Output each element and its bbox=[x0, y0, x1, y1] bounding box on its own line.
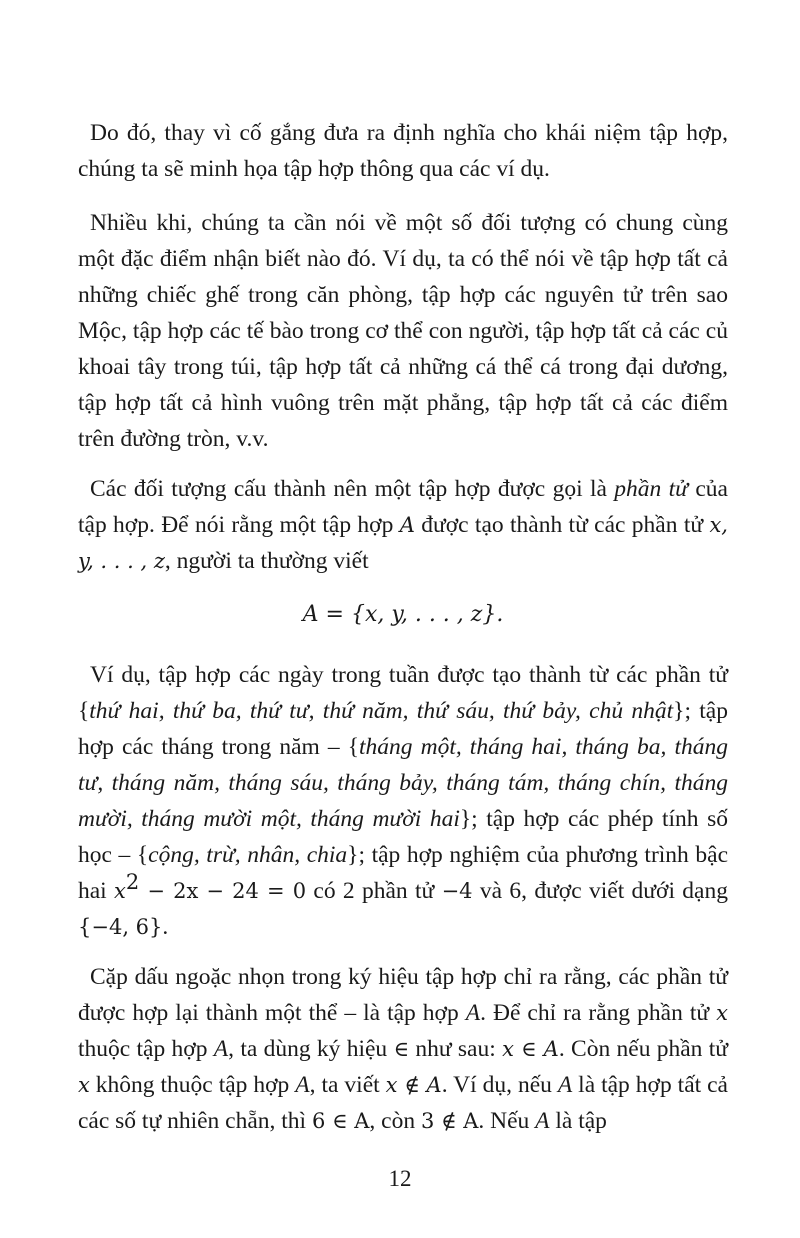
text-run: , ta viết bbox=[309, 1072, 386, 1098]
math-var: x bbox=[114, 879, 126, 903]
math-expr: x ∉ A bbox=[385, 1073, 442, 1097]
text-run: , còn bbox=[369, 1108, 421, 1134]
display-equation: A = {x, y, . . . , z}. bbox=[302, 602, 504, 627]
body-text bbox=[78, 115, 728, 1153]
italic-list: tháng một, tháng hai, tháng ba, tháng tư, tháng năm, tháng sáu, tháng bảy, tháng tám, tháng chín, tháng mười, tháng mười một, tháng mười hai bbox=[78, 734, 728, 832]
math-var: x bbox=[716, 1001, 728, 1025]
text-run: }; tập hợp các tháng trong năm – { bbox=[78, 698, 728, 760]
text-run: , ta dùng ký hiệu bbox=[228, 1036, 394, 1062]
text-run: không thuộc tập hợp bbox=[89, 1072, 296, 1098]
text-run: . Còn nếu phần tử bbox=[558, 1036, 729, 1062]
text-run: Các đối tượng cấu thành nên một tập hợp được gọi là bbox=[90, 476, 615, 502]
text-run: Ví dụ, tập hợp các ngày trong tuần được tạo thành từ các phần tử { bbox=[78, 662, 728, 724]
text-run: . bbox=[162, 914, 169, 940]
paragraph-3 bbox=[78, 471, 728, 579]
math-exponent: 2 bbox=[125, 870, 140, 895]
text-run: như sau: bbox=[409, 1036, 503, 1062]
math-var: A bbox=[557, 1072, 573, 1098]
text-run: . Để chỉ ra rằng phần tử bbox=[480, 1000, 717, 1026]
emphasis-term: phần tử bbox=[614, 476, 688, 502]
math-expr: x, y, . . . , z bbox=[78, 513, 728, 573]
text-run: và 6, được viết dưới dạng bbox=[472, 878, 728, 904]
text-run: là tập hợp tất cả các số tự nhiên chẵn, thì bbox=[78, 1072, 728, 1134]
math-expr: −4 bbox=[441, 879, 473, 903]
text-run: }; tập hợp các phép tính số học – { bbox=[78, 806, 728, 868]
math-expr: − 2x − 24 = 0 bbox=[139, 879, 307, 903]
math-expr: 3 ∉ A bbox=[420, 1109, 479, 1133]
page-number: 12 bbox=[388, 1166, 412, 1191]
paragraph-1: Do đó, thay vì cố gắng đưa ra định nghĩa cho khái niệm tập hợp, chúng ta sẽ minh họa tập hợp thông qua các ví dụ. bbox=[78, 120, 728, 182]
paragraph-5 bbox=[78, 959, 728, 1139]
text-run: là tập bbox=[549, 1108, 607, 1134]
math-var: x bbox=[78, 1073, 90, 1097]
math-var: A bbox=[295, 1072, 310, 1098]
italic-list: thứ hai, thứ ba, thứ tư, thứ năm, thứ sáu, thứ bảy, chủ nhật bbox=[89, 698, 674, 724]
element-of-symbol: ∈ bbox=[393, 1037, 410, 1061]
math-var: A bbox=[399, 513, 415, 537]
math-expr: {−4, 6} bbox=[78, 915, 163, 939]
math-expr: x ∈ A bbox=[502, 1037, 559, 1061]
text-run: }; tập hợp nghiệm của phương trình bậc hai bbox=[78, 842, 728, 904]
math-var: A bbox=[535, 1108, 550, 1134]
text-run: của tập hợp. Để nói rằng một tập hợp bbox=[78, 476, 728, 538]
text-run: thuộc tập hợp bbox=[78, 1036, 214, 1062]
math-var: A bbox=[213, 1036, 229, 1062]
math-expr: 6 ∈ A bbox=[311, 1109, 370, 1133]
math-var: A bbox=[465, 1000, 481, 1026]
text-run: có 2 phần tử bbox=[306, 878, 442, 904]
text-run: . Nếu bbox=[478, 1108, 536, 1134]
italic-list: cộng, trừ, nhân, chia bbox=[148, 842, 348, 868]
text-run: được tạo thành từ các phần tử bbox=[414, 512, 710, 538]
text-run: Cặp dấu ngoặc nhọn trong ký hiệu tập hợp chỉ ra rằng, các phần tử được hợp lại thành một thể – là tập hợp bbox=[78, 964, 728, 1026]
text-run: . Ví dụ, nếu bbox=[441, 1072, 558, 1098]
paragraph-4 bbox=[78, 657, 728, 945]
paragraph-2: Nhiều khi, chúng ta cần nói về một số đối tượng có chung cùng một đặc điểm nhận biết nào đó. Ví dụ, ta có thể nói về tập hợp tất cả những chiếc ghế trong căn phòng, tập hợp các nguyên tử trên sao Mộc, tập hợp các tế bào trong cơ thể con người, tập hợp tất cả các củ khoai tây trong túi, tập hợp tất cả những cá thể cá trong đại dương, tập hợp tất cả hình vuông trên mặt phẳng, tập hợp tất cả các điểm trên đường tròn, v.v. bbox=[78, 210, 728, 452]
text-run: , người ta thường viết bbox=[164, 548, 369, 574]
